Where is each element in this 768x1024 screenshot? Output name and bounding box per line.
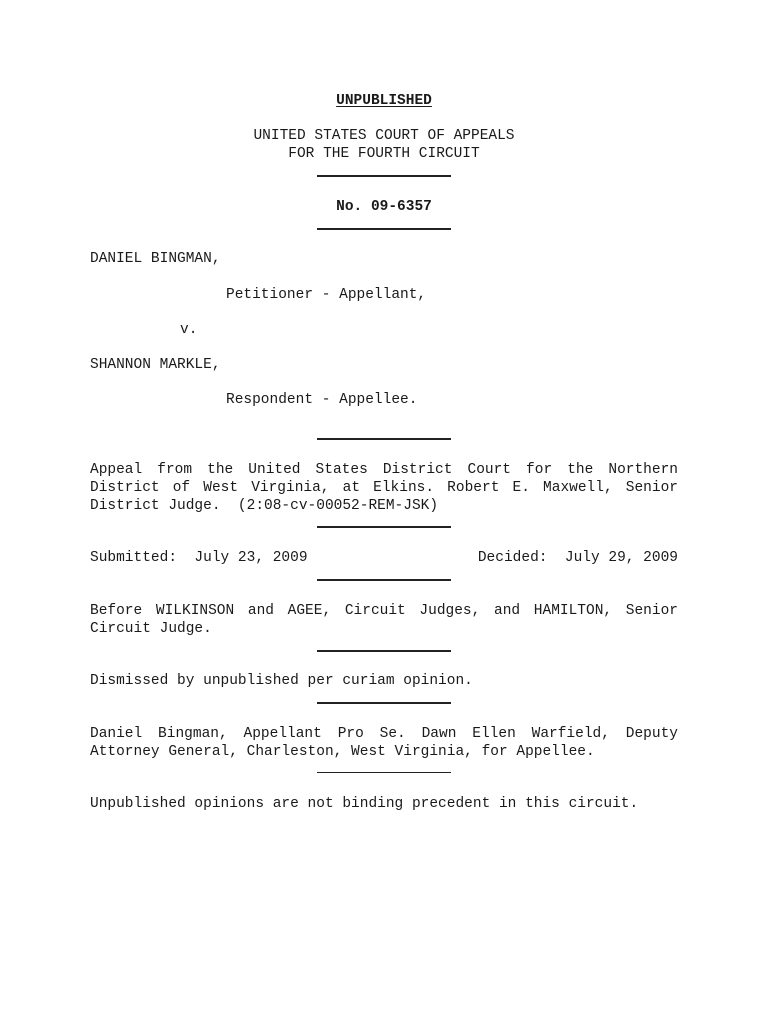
counsel-paragraph	[90, 725, 678, 761]
panel-paragraph	[90, 602, 678, 638]
court-name-line1: UNITED STATES COURT OF APPEALS	[253, 128, 515, 144]
divider-rule	[317, 175, 451, 177]
counsel-line: Attorney General, Charleston, West Virginia, for Appellee.	[90, 744, 595, 760]
respondent-role: Respondent - Appellee.	[226, 392, 418, 408]
unpublished-label: UNPUBLISHED	[336, 93, 432, 109]
decided-date: Decided: July 29, 2009	[477, 550, 678, 566]
submitted-date: Submitted: July 23, 2009	[90, 550, 308, 566]
divider-rule	[317, 650, 451, 652]
appeal-line: District Judge. (2:08-cv-00052-REM-JSK)	[90, 498, 439, 514]
petitioner-name: DANIEL BINGMAN,	[90, 251, 221, 267]
panel-line: Before WILKINSON and AGEE, Circuit Judges, and HAMILTON, Senior	[90, 603, 678, 619]
divider-rule	[317, 228, 451, 230]
divider-rule	[317, 438, 451, 440]
appeal-line: Appeal from the United States District Court for the Northern	[90, 462, 678, 478]
petitioner-role: Petitioner - Appellant,	[226, 287, 427, 303]
case-number: No. 09-6357	[336, 199, 432, 215]
court-name-line2: FOR THE FOURTH CIRCUIT	[288, 146, 480, 162]
appeal-paragraph	[90, 461, 678, 515]
versus: v.	[180, 322, 198, 338]
counsel-line: Daniel Bingman, Appellant Pro Se. Dawn Ellen Warfield, Deputy	[90, 726, 678, 742]
precedent-notice: Unpublished opinions are not binding precedent in this circuit.	[90, 796, 639, 812]
divider-rule	[317, 579, 451, 581]
dates-row	[90, 549, 678, 567]
respondent-name: SHANNON MARKLE,	[90, 357, 221, 373]
divider-rule	[317, 526, 451, 528]
panel-line: Circuit Judge.	[90, 621, 212, 637]
disposition: Dismissed by unpublished per curiam opinion.	[90, 673, 473, 689]
divider-rule	[317, 702, 451, 704]
appeal-line: District of West Virginia, at Elkins. Robert E. Maxwell, Senior	[90, 480, 678, 496]
divider-rule	[317, 772, 451, 773]
